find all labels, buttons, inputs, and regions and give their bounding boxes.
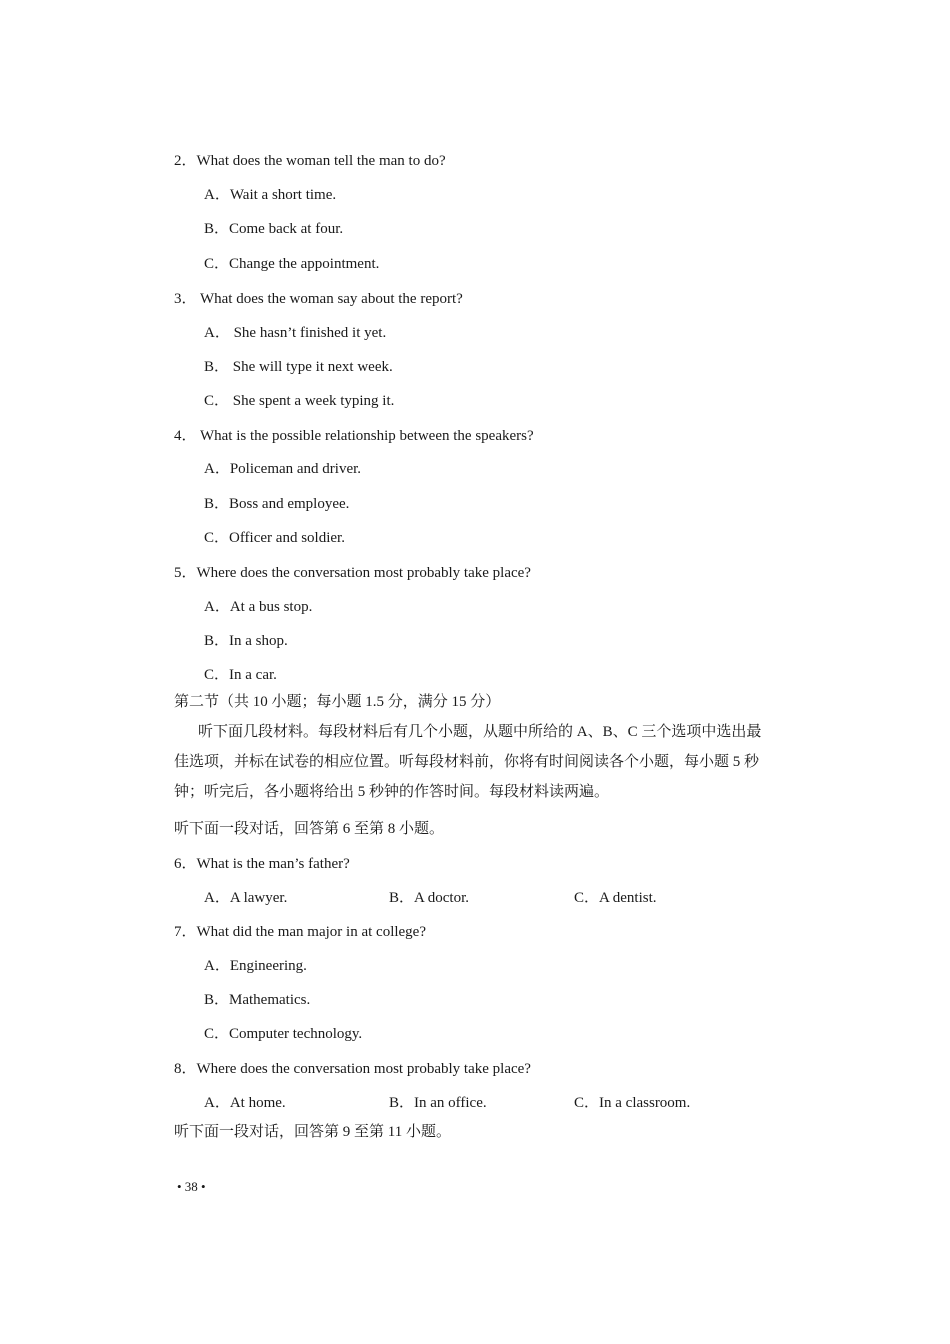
question-4-stem: 4． What is the possible relationship between the speakers?	[174, 428, 534, 444]
question-8-option-a: A．At home.	[204, 1095, 286, 1111]
question-3-stem: 3． What does the woman say about the report?	[174, 291, 463, 307]
question-2-option-c: C．Change the appointment.	[204, 256, 380, 272]
question-2-option-a: A．Wait a short time.	[204, 187, 337, 203]
question-5-stem: 5．Where does the conversation most probably take place?	[174, 565, 531, 581]
question-5-option-b: B．In a shop.	[204, 633, 288, 649]
question-5-option-c: C．In a car.	[204, 667, 277, 683]
question-4-option-c: C．Officer and soldier.	[204, 530, 345, 546]
section-2-instruction-line-1: 听下面几段材料。每段材料后有几个小题，从题中所给的 A、B、C 三个选项中选出最	[198, 724, 762, 740]
question-6-stem: 6．What is the man’s father?	[174, 856, 350, 872]
question-6-option-c: C．A dentist.	[574, 890, 657, 906]
question-8-option-b: B．In an office.	[389, 1095, 487, 1111]
dialog-1-intro: 听下面一段对话，回答第 6 至第 8 小题。	[174, 821, 445, 837]
question-6-options	[204, 889, 764, 907]
question-8-stem: 8．Where does the conversation most probably take place?	[174, 1061, 531, 1077]
question-7-option-c: C．Computer technology.	[204, 1026, 363, 1042]
question-2-stem: 2．What does the woman tell the man to do?	[174, 153, 446, 169]
question-2-option-b: B．Come back at four.	[204, 221, 344, 237]
section-2-instruction-line-2: 佳选项，并标在试卷的相应位置。听每段材料前，你将有时间阅读各个小题，每小题 5 秒	[174, 754, 760, 770]
question-5-option-a: A．At a bus stop.	[204, 599, 313, 615]
question-3-option-a: A． She hasn’t finished it yet.	[204, 325, 387, 341]
question-8-option-c: C．In a classroom.	[574, 1095, 691, 1111]
question-6-option-a: A．A lawyer.	[204, 890, 288, 906]
section-2-heading: 第二节（共 10 小题；每小题 1.5 分，满分 15 分）	[174, 694, 501, 710]
question-7-option-a: A．Engineering.	[204, 958, 307, 974]
question-7-option-b: B．Mathematics.	[204, 992, 311, 1008]
section-2-instruction-line-3: 钟；听完后，各小题将给出 5 秒钟的作答时间。每段材料读两遍。	[174, 784, 610, 800]
question-7-stem: 7．What did the man major in at college?	[174, 924, 426, 940]
question-4-option-b: B．Boss and employee.	[204, 496, 350, 512]
question-4-option-a: A．Policeman and driver.	[204, 461, 362, 477]
question-3-option-c: C． She spent a week typing it.	[204, 393, 395, 409]
page-number: • 38 •	[177, 1179, 206, 1194]
question-6-option-b: B．A doctor.	[389, 890, 470, 906]
dialog-2-intro: 听下面一段对话，回答第 9 至第 11 小题。	[174, 1124, 451, 1140]
question-8-options	[204, 1094, 764, 1112]
question-3-option-b: B． She will type it next week.	[204, 359, 393, 375]
